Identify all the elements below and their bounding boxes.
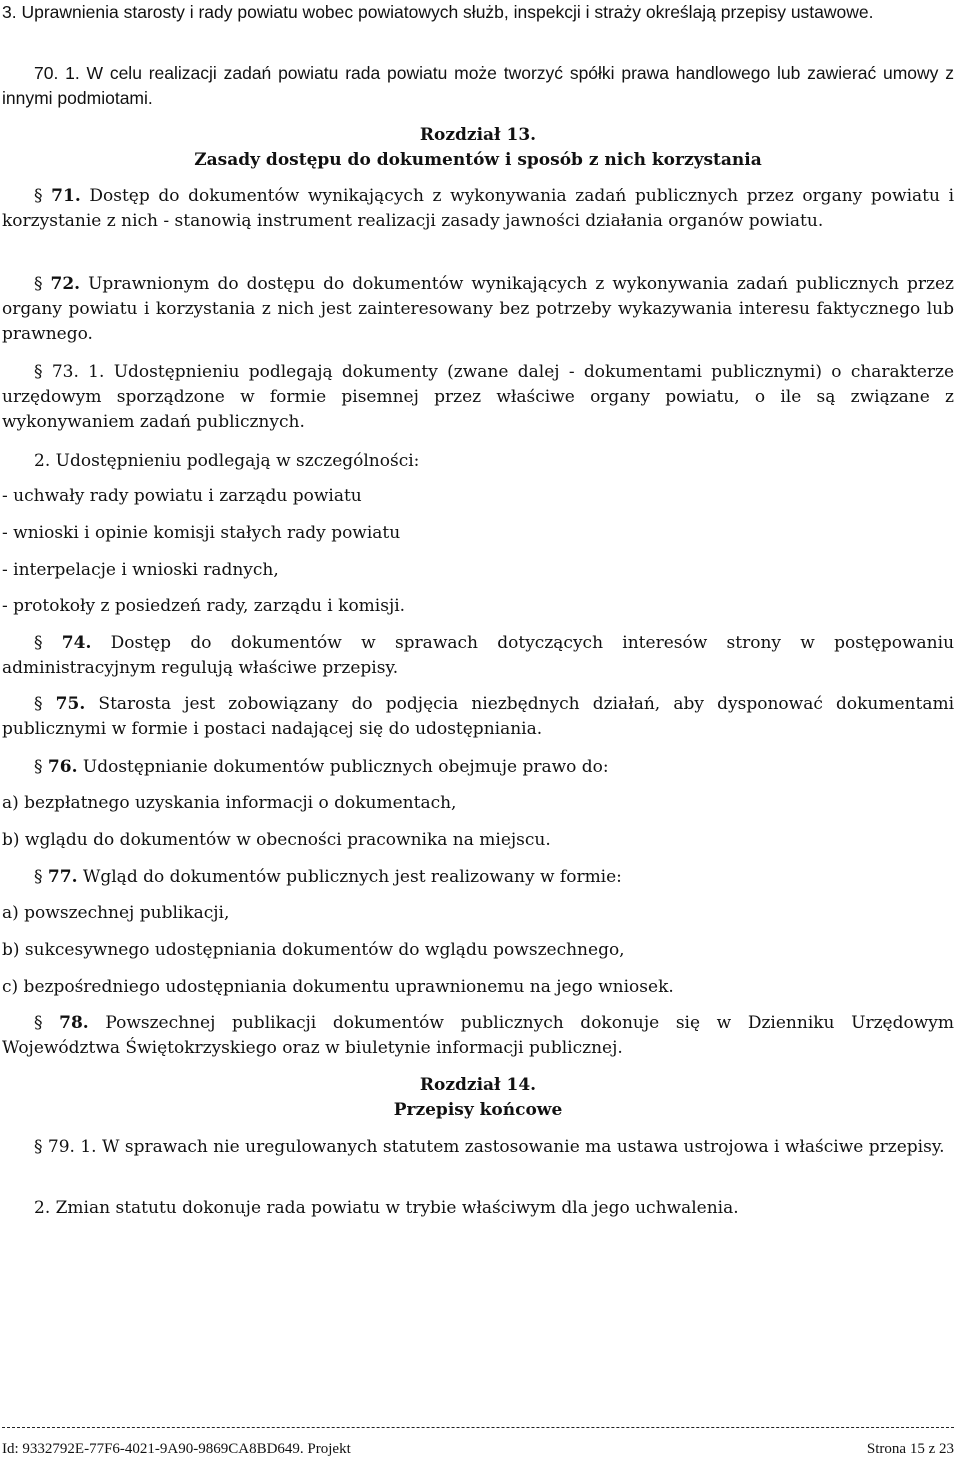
list-item: b) sukcesywnego udostępniania dokumentów do wglądu powszechnego,: [2, 940, 625, 960]
section-number: 77.: [47, 867, 78, 887]
paragraph-72: § 72. Uprawnionym do dostępu do dokumentów wynikających z wykonywania zadań publicznych przez organy powiatu i korzystania z nich jest zainteresowany bez potrzeby wykazywania interesu faktycznego lub prawnego.: [2, 274, 954, 344]
paragraph-70: 70. 1. W celu realizacji zadań powiatu rada powiatu może tworzyć spółki prawa handlowego lub zawierać umowy z innymi podmiotami.: [2, 63, 954, 108]
section-sign: §: [34, 633, 43, 653]
section-number: 74.: [61, 633, 92, 653]
section-sign: §: [34, 694, 43, 714]
section-number: 78.: [59, 1013, 89, 1033]
paragraph-73-2: 2. Udostępnieniu podlegają w szczególności:: [34, 451, 420, 471]
chapter-13-subtitle: Zasady dostępu do dokumentów i sposób z nich korzystania: [194, 150, 762, 170]
section-number: 76.: [47, 757, 78, 777]
paragraph-75: § 75. Starosta jest zobowiązany do podjęcia niezbędnych działań, aby dysponować dokumentami publicznymi w formie i postaci nadającej się do udostępniania.: [2, 694, 955, 739]
chapter-14-title: Rozdział 14.: [419, 1075, 537, 1095]
list-item: a) powszechnej publikacji,: [2, 903, 230, 923]
list-item: - wnioski i opinie komisji stałych rady powiatu: [2, 523, 401, 543]
paragraph-78: § 78. Powszechnej publikacji dokumentów publicznych dokonuje się w Dzienniku Urzędowym Województwa Świętokrzyskiego oraz w biuletynie informacji publicznej.: [2, 1013, 954, 1058]
paragraph-71: § 71. Dostęp do dokumentów wynikających z wykonywania zadań publicznych przez organy powiatu i korzystanie z nich - stanowią instrument realizacji zasady jawności działania organów powiatu.: [2, 186, 955, 231]
page-number: Strona 15 z 23: [866, 1441, 954, 1457]
list-item: - interpelacje i wnioski radnych,: [2, 560, 279, 580]
paragraph-79-2: 2. Zmian statutu dokonuje rada powiatu w trybie właściwym dla jego uchwalenia.: [34, 1198, 739, 1218]
paragraph-77: § 77. Wgląd do dokumentów publicznych jest realizowany w formie:: [34, 867, 622, 887]
section-number: 71.: [51, 186, 81, 206]
list-item: b) wglądu do dokumentów w obecności pracownika na miejscu.: [2, 830, 551, 850]
paragraph-79: § 79. 1. W sprawach nie uregulowanych statutem zastosowanie ma ustawa ustrojowa i właściwe przepisy.: [34, 1137, 945, 1157]
section-sign: §: [34, 274, 43, 294]
section-number: 75.: [55, 694, 86, 714]
section-sign: §: [34, 757, 43, 777]
section-sign: §: [34, 1013, 43, 1033]
footer-divider: [2, 1427, 954, 1428]
chapter-14-subtitle: Przepisy końcowe: [393, 1100, 563, 1120]
list-item: - uchwały rady powiatu i zarządu powiatu: [2, 486, 362, 506]
chapter-13-title: Rozdział 13.: [419, 125, 537, 145]
list-item: c) bezpośredniego udostępniania dokumentu uprawnionemu na jego wniosek.: [2, 977, 674, 997]
paragraph-3: 3. Uprawnienia starosty i rady powiatu wobec powiatowych służb, inspekcji i straży określają przepisy ustawowe.: [2, 2, 874, 22]
section-number: 73. 1.: [51, 362, 105, 382]
section-sign: §: [34, 362, 43, 382]
document-id: Id: 9332792E-77F6-4021-9A90-9869CA8BD649. Projekt: [2, 1441, 351, 1457]
section-number: 70. 1.: [34, 63, 80, 83]
section-sign: §: [34, 186, 43, 206]
paragraph-73: § 73. 1. Udostępnieniu podlegają dokumenty (zwane dalej - dokumentami publicznymi) o charakterze urzędowym sporządzone w formie pisemnej przez właściwe organy powiatu, o ile są związane z wykonywaniem zadań publicznych.: [2, 362, 955, 432]
section-number: 79. 1.: [47, 1137, 97, 1157]
list-item: a) bezpłatnego uzyskania informacji o dokumentach,: [2, 793, 457, 813]
paragraph-74: § 74. Dostęp do dokumentów w sprawach dotyczących interesów strony w postępowaniu administracyjnym regulują właściwe przepisy.: [2, 633, 955, 678]
section-sign: §: [34, 1137, 43, 1157]
list-item: - protokoły z posiedzeń rady, zarządu i komisji.: [2, 596, 406, 616]
section-sign: §: [34, 867, 43, 887]
section-number: 72.: [50, 274, 81, 294]
paragraph-76: § 76. Udostępnianie dokumentów publicznych obejmuje prawo do:: [34, 757, 609, 777]
